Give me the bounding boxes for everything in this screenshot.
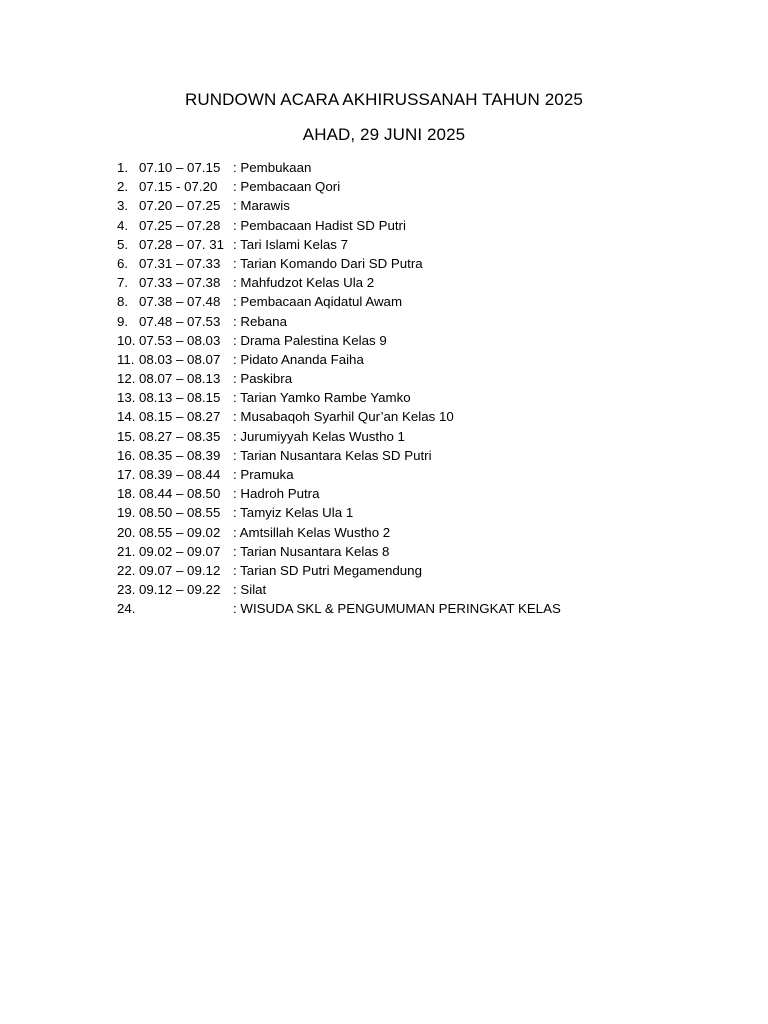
row-time: 07.25 – 07.28 [139,217,221,233]
row-number: 23. [117,582,136,598]
row-number: 17. [117,467,136,482]
row-activity: : Rebana [233,313,287,329]
row-time: 07.28 – 07. 31 [139,236,225,252]
row-number: 16. [117,447,136,463]
row-number: 1. [117,160,129,175]
row-activity: : Jurumiyyah Kelas Wustho 1 [233,428,405,444]
row-number: 2. [117,179,129,195]
row-activity: : Musabaqoh Syarhil Qur’an Kelas 10 [233,409,454,425]
row-number: 8. [117,294,129,310]
row-activity: : Tarian Nusantara Kelas 8 [233,543,390,559]
row-activity: : Tarian SD Putri Megamendung [233,562,422,578]
row-number: 14. [117,409,136,425]
row-activity: : Amtsillah Kelas Wustho 2 [233,524,391,540]
row-time: 07.53 – 08.03 [139,332,221,348]
row-number: 9. [117,313,129,329]
row-number: 7. [117,275,129,291]
row-number: 5. [117,236,129,252]
row-time: 08.35 – 08.39 [139,447,221,463]
row-time: 07.20 – 07.25 [139,198,221,214]
row-activity: : Pidato Ananda Faiha [233,351,364,367]
row-time: 08.03 – 08.07 [139,351,221,367]
row-number: 20. [117,524,136,540]
row-number: 13. [117,390,136,406]
row-number: 6. [117,255,129,271]
row-number: 21. [117,543,136,559]
row-activity: : Tarian Yamko Rambe Yamko [233,390,411,406]
row-time: 08.39 – 08.44 [139,467,221,482]
row-time: 08.07 – 08.13 [139,371,221,387]
row-number: 19. [117,505,136,521]
row-activity: : Mahfudzot Kelas Ula 2 [233,275,375,291]
row-activity: : Pembacaan Aqidatul Awam [233,294,403,310]
row-time: 08.44 – 08.50 [139,486,221,502]
row-time: 08.27 – 08.35 [139,428,221,444]
row-number: 15. [117,428,136,444]
row-activity: : Tarian Nusantara Kelas SD Putri [233,447,432,463]
row-activity: : Hadroh Putra [233,486,320,502]
row-activity: : Pramuka [233,467,294,482]
document-title: RUNDOWN ACARA AKHIRUSSANAH TAHUN 2025 [185,90,583,109]
row-activity: : Tari Islami Kelas 7 [233,236,349,252]
row-time: 07.15 - 07.20 [139,179,218,195]
row-number: 10. [117,332,136,348]
row-number: 3. [117,198,129,214]
row-number: 11. [117,351,135,367]
row-activity: : Pembacaan Qori [233,179,341,195]
row-time: 07.33 – 07.38 [139,275,221,291]
row-activity: : WISUDA SKL & PENGUMUMAN PERINGKAT KELAS [233,601,561,617]
row-time: 07.31 – 07.33 [139,255,221,271]
row-number: 18. [117,486,136,502]
row-time: 09.02 – 09.07 [139,543,221,559]
row-activity: : Paskibra [233,371,293,387]
row-time: 08.50 – 08.55 [139,505,221,521]
row-number: 4. [117,217,129,233]
row-activity: : Silat [233,582,267,598]
row-activity: : Tarian Komando Dari SD Putra [233,255,423,271]
row-activity: : Tamyiz Kelas Ula 1 [233,505,354,521]
row-activity: : Pembacaan Hadist SD Putri [233,217,406,233]
row-activity: : Drama Palestina Kelas 9 [233,332,387,348]
row-time: 07.10 – 07.15 [139,160,221,175]
row-time: 08.55 – 09.02 [139,524,221,540]
row-number: 12. [117,371,136,387]
row-number: 24. [117,601,136,617]
row-time: 07.48 – 07.53 [139,313,221,329]
row-activity: : Marawis [233,198,290,214]
row-number: 22. [117,562,136,578]
row-time: 08.13 – 08.15 [139,390,221,406]
row-time: 09.07 – 09.12 [139,562,221,578]
row-time: 08.15 – 08.27 [139,409,221,425]
event-date: AHAD, 29 JUNI 2025 [302,125,466,144]
row-time: 07.38 – 07.48 [139,294,221,310]
row-activity: : Pembukaan [233,160,312,175]
row-time: 09.12 – 09.22 [139,582,221,598]
